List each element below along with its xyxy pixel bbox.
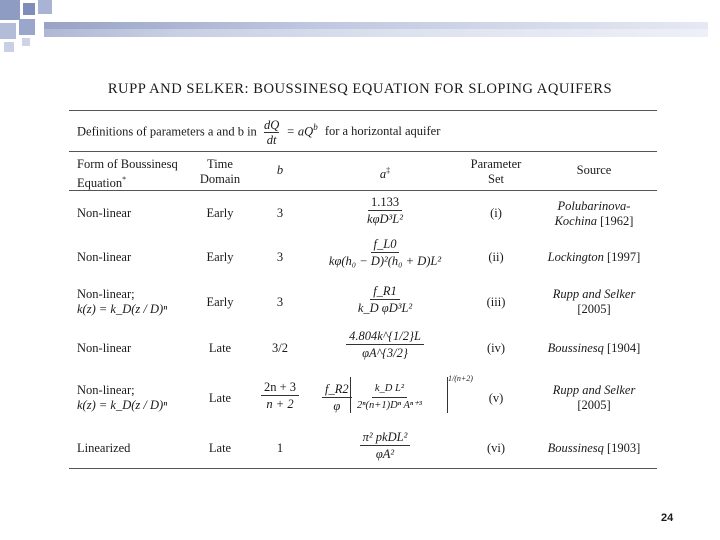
row2-form: Non-linear: [77, 250, 132, 264]
row3-form: [77, 287, 167, 317]
row3-b: 3: [276, 295, 284, 309]
row4-source-name: Boussinesq: [547, 341, 604, 355]
table-top-rule: [69, 110, 657, 111]
row3-a: [320, 283, 450, 316]
page-title: RUPP AND SELKER: BOUSSINESQ EQUATION FOR SLOPING AQUIFERS: [107, 81, 613, 97]
definitions-prefix: Definitions of parameters a and b in: [77, 124, 257, 139]
row4-form: Non-linear: [77, 341, 132, 355]
row1-time: Early: [206, 206, 234, 220]
row4-a-den: φA^{3/2}: [362, 346, 408, 360]
row3-form-line2: k(z) = k_D(z / D)ⁿ: [77, 302, 168, 316]
row5-a-exp: 1/(n+2): [448, 374, 473, 383]
row5-a-pre-num: f_R2: [322, 381, 352, 398]
header-form: [77, 157, 178, 191]
row5-a-inner-den: 2ⁿ(n+1)Dⁿ Aⁿ⁺³: [357, 400, 422, 411]
row1-a-num: 1.133: [368, 194, 402, 211]
definitions-suffix: for a horizontal aquifer: [324, 124, 441, 139]
page-number: 24: [661, 512, 674, 524]
row4-a: [320, 328, 450, 361]
row6-a: [320, 429, 450, 462]
row1-b: 3: [276, 206, 284, 220]
row4-time: Late: [208, 341, 232, 355]
row6-a-den: φA²: [375, 447, 395, 461]
deco-square: [22, 38, 30, 46]
row2-time: Early: [206, 250, 234, 264]
row4-a-num: 4.804k^{1/2}L: [346, 328, 424, 345]
row6-param: (vi): [486, 441, 506, 455]
table-header-rule: [69, 151, 657, 152]
header-param-line2: Set: [488, 172, 504, 186]
row6-source-year: [1903]: [607, 441, 641, 455]
row1-source: [535, 199, 653, 229]
row5-source-year: [2005]: [577, 398, 611, 412]
row3-form-line1: Non-linear;: [77, 287, 135, 301]
row6-form: Linearized: [77, 441, 131, 455]
row5-source-name: Rupp and Selker: [552, 383, 636, 397]
definitions-line: [77, 118, 440, 147]
header-form-line2: Equation: [77, 176, 123, 191]
row5-form: [77, 383, 167, 413]
header-param-line1: Parameter: [470, 157, 522, 171]
header-a-letter: a: [379, 167, 387, 182]
row5-b-den: n + 2: [266, 397, 294, 411]
row1-form: Non-linear: [77, 206, 132, 220]
row4-source-year: [1904]: [607, 341, 641, 355]
row4-b: 3/2: [272, 341, 288, 355]
row1-a-den: kφD³L²: [367, 212, 403, 226]
deco-square: [4, 42, 14, 52]
row3-a-den: k_D φD³L²: [357, 301, 413, 315]
header-a-mark: ‡: [386, 166, 391, 175]
row1-source-name: Polubarinova-: [557, 199, 631, 213]
header-time-line2: Domain: [199, 172, 241, 186]
header-time-line1: Time: [207, 157, 233, 171]
row6-a-num: π² pkDL²: [360, 429, 411, 446]
deco-square: [19, 19, 35, 35]
row2-param: (ii): [488, 250, 504, 264]
row5-form-line2: k(z) = k_D(z / D)ⁿ: [77, 398, 168, 412]
frac-num: dQ: [263, 118, 280, 132]
row6-source: [535, 441, 653, 456]
row6-source-name: Boussinesq: [547, 441, 604, 455]
row5-b-num: 2n + 3: [261, 379, 299, 396]
definitions-equation: = aQ: [286, 124, 314, 139]
row2-source-year: [1997]: [607, 250, 641, 264]
header-a: [370, 163, 400, 182]
row3-source-year: [2005]: [577, 302, 611, 316]
row4-param: (iv): [486, 341, 506, 355]
row3-a-num: f_R1: [370, 283, 400, 300]
header-form-line1: Form of Boussinesq: [77, 157, 178, 171]
derivative-fraction: [264, 118, 279, 147]
row3-time: Early: [206, 295, 234, 309]
row5-source: [535, 383, 653, 413]
deco-square: [0, 0, 20, 20]
row3-source-name: Rupp and Selker: [552, 287, 636, 301]
row2-source: [535, 250, 653, 265]
row1-source-year: [1962]: [600, 214, 634, 228]
row6-b: 1: [276, 441, 284, 455]
header-time: [195, 157, 245, 187]
frac-den: dt: [266, 133, 277, 147]
row4-source: [535, 341, 653, 356]
header-source: Source: [576, 163, 612, 177]
header-form-mark: *: [122, 175, 127, 184]
deco-square: [38, 0, 52, 14]
row3-param: (iii): [486, 295, 506, 309]
row2-a-num: f_L0: [371, 236, 400, 253]
header-bar: [44, 22, 708, 37]
table-bottom-rule: [69, 468, 657, 469]
row2-a-den: kφ(h₀ − D)²(h₀ + D)L²: [328, 254, 442, 268]
row1-a: [320, 194, 450, 227]
header-param: [464, 157, 528, 187]
row5-a: [322, 374, 473, 417]
row3-source: [535, 287, 653, 317]
row5-form-line1: Non-linear;: [77, 383, 135, 397]
definitions-exp: b: [313, 122, 318, 133]
row6-time: Late: [208, 441, 232, 455]
row1-source-name2: Kochina: [554, 214, 597, 228]
deco-square: [23, 3, 35, 15]
row2-b: 3: [276, 250, 284, 264]
header-b: b: [276, 163, 284, 177]
deco-square: [0, 23, 16, 39]
row5-time: Late: [208, 391, 232, 405]
row5-b: [255, 379, 305, 412]
row1-param: (i): [490, 206, 502, 220]
row5-a-pre-den: φ: [333, 399, 341, 413]
row5-a-inner-num: k_D L²: [372, 381, 407, 398]
row5-param: (v): [488, 391, 504, 405]
row2-source-name: Lockington: [547, 250, 604, 264]
row2-a: [310, 236, 460, 269]
